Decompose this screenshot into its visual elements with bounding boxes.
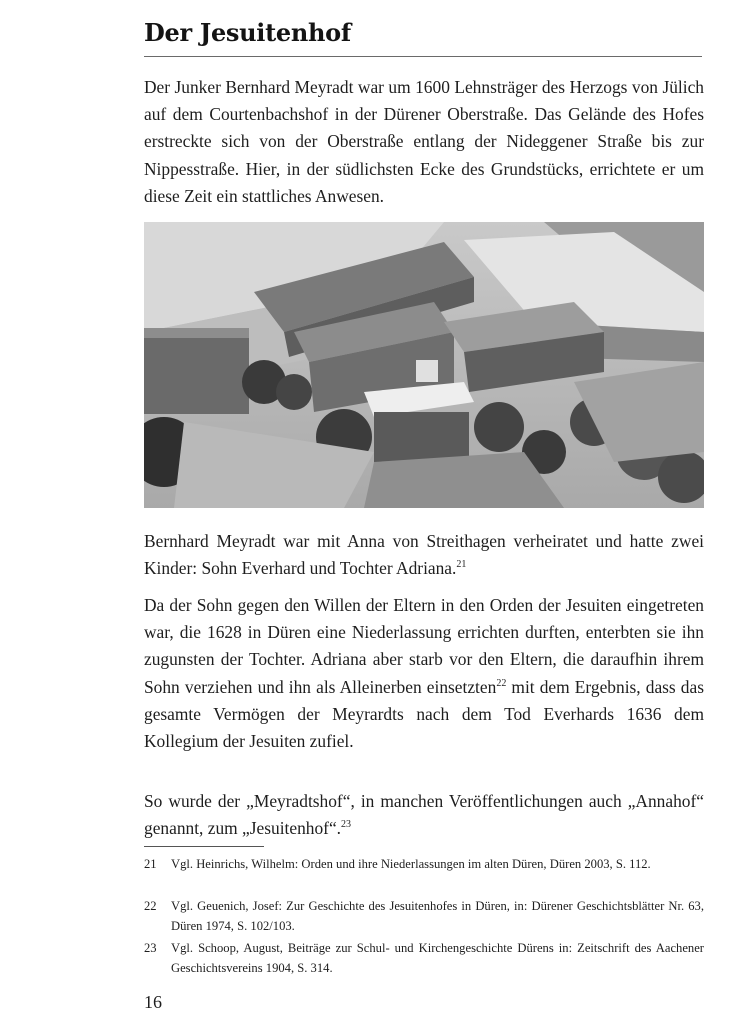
paragraph-3-text-a: Da der Sohn gegen den Willen der Eltern in den Orden der Jesuiten eingetreten war, die 1628 in Düren eine Niederlassung errichten durften, enterbten sie ihn zugunsten der Tochter. Adriana aber starb vor den Eltern, die daraufhin ihrem Sohn verziehen und ihn als Alleinerben einsetzten <box>144 595 704 697</box>
footnote-number: 21 <box>144 857 157 871</box>
aerial-photo-illustration <box>144 222 704 508</box>
paragraph-1: Der Junker Bernhard Meyradt war um 1600 Lehnsträger des Herzogs von Jülich auf dem Courtenbachshof in der Dürener Oberstraße. Das Gelände des Hofes erstreckte sich von der Oberstraße entlang der Nideggener Straße bis zur Nippesstraße. Hier, in der südlichsten Ecke des Grundstücks, errichtete er um diese Zeit ein stattliches Anwesen. <box>144 77 704 206</box>
footnote-text: Vgl. Schoop, August, Beiträge zur Schul- und Kirchengeschichte Dürens in: Zeitschrift des Aachener Geschichtsvereins 1904, S. 314. <box>171 941 704 975</box>
footnote-number: 22 <box>144 899 157 913</box>
footnote-ref-22: 22 <box>496 677 507 689</box>
title-rule <box>144 56 702 57</box>
footnote-ref-23: 23 <box>341 819 352 831</box>
paragraph-2-text: Bernhard Meyradt war mit Anna von Streithagen verheiratet und hatte zwei Kinder: Sohn Everhard und Tochter Adriana. <box>144 531 704 579</box>
footnote-separator <box>144 846 264 847</box>
paragraph-4-text: So wurde der „Meyradtshof“, in manchen Veröffentlichungen auch „Annahof“ genannt, zum „Jesuitenhof“. <box>144 791 704 839</box>
footnote-21 <box>144 855 704 875</box>
paragraph-4 <box>144 788 704 842</box>
paragraph-3 <box>144 592 704 755</box>
footnote-23 <box>144 939 704 978</box>
page-title: Der Jesuitenhof <box>144 18 351 47</box>
page-number: 16 <box>144 992 162 1012</box>
paragraph-3-text-b: mit dem Ergebnis, dass das gesamte Vermögen der Meyrardts nach dem Tod Everhards 1636 dem Kollegium der Jesuiten zufiel. <box>144 676 704 752</box>
footnote-text: Vgl. Geuenich, Josef: Zur Geschichte des Jesuitenhofes in Düren, in: Dürener Geschichtsblätter Nr. 63, Düren 1974, S. 102/103. <box>171 899 704 933</box>
footnote-22 <box>144 897 704 936</box>
footnote-ref-21: 21 <box>456 559 467 571</box>
aerial-photo-jesuitenhof <box>144 222 704 508</box>
footnote-number: 23 <box>144 941 157 955</box>
paragraph-2 <box>144 528 704 582</box>
footnote-text: Vgl. Heinrichs, Wilhelm: Orden und ihre Niederlassungen im alten Düren, Düren 2003, S. 112. <box>171 857 651 871</box>
